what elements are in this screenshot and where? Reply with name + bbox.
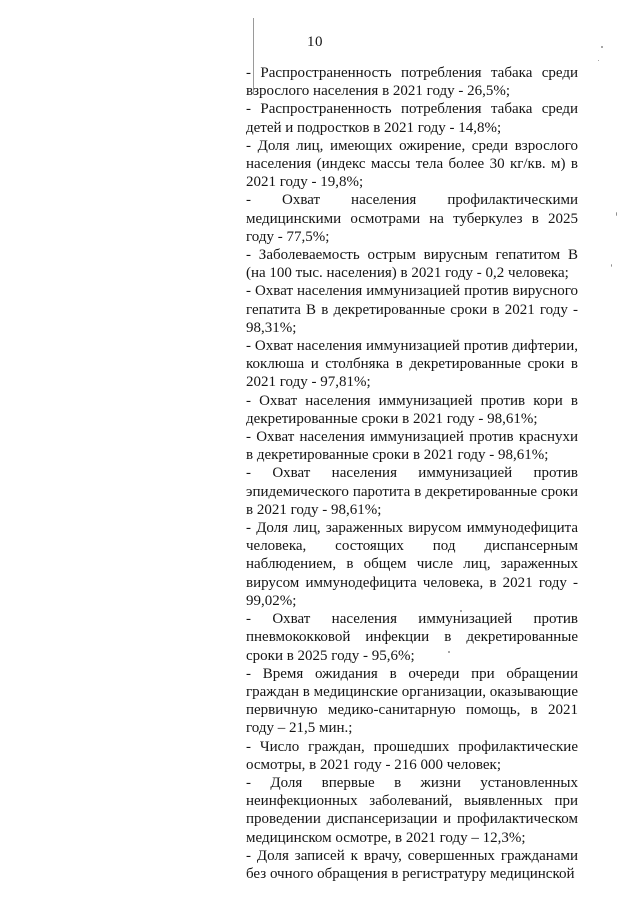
- page-number: 10: [307, 34, 323, 50]
- scan-speck: [598, 60, 599, 61]
- indicator-item: - Распространенность потребления табака среди детей и подростков в 2021 году - 14,8%;: [246, 101, 578, 136]
- indicator-item: - Доля впервые в жизни установленных неинфекционных заболеваний, выявленных при проведении диспансеризации и профилактическом медицинском осмотре, в 2021 году – 12,3%;: [246, 774, 578, 846]
- indicator-item: - Охват населения профилактическими медицинскими осмотрами на туберкулез в 2025 году - 77,5%;: [246, 192, 578, 245]
- scan-speck: [616, 212, 617, 216]
- indicator-item: - Число граждан, прошедших профилактические осмотры, в 2021 году - 216 000 человек;: [246, 738, 578, 773]
- indicator-item: - Охват населения иммунизацией против пневмококковой инфекции в декретированные сроки в 2025 году - 95,6%;: [246, 611, 578, 664]
- indicator-item: - Охват населения иммунизацией против краснухи в декретированные сроки в 2021 году - 98,61%;: [246, 429, 578, 464]
- indicator-item: - Доля записей к врачу, совершенных гражданами без очного обращения в регистратуру медицинской: [246, 847, 578, 882]
- indicator-item: - Охват населения иммунизацией против дифтерии, коклюша и столбняка в декретированные сроки в 2021 году - 97,81%;: [246, 338, 578, 391]
- indicator-item: - Охват населения иммунизацией против кори в декретированные сроки в 2021 году - 98,61%;: [246, 392, 578, 427]
- document-body: [246, 64, 578, 883]
- scan-speck: [611, 264, 612, 267]
- indicator-item: - Охват населения иммунизацией против вирусного гепатита В в декретированные сроки в 2021 году - 98,31%;: [246, 283, 578, 336]
- indicator-item: - Доля лиц, имеющих ожирение, среди взрослого населения (индекс массы тела более 30 кг/кв. м) в 2021 году - 19,8%;: [246, 137, 578, 191]
- indicator-item: - Заболеваемость острым вирусным гепатитом В (на 100 тыс. населения) в 2021 году - 0,2 человека;: [246, 247, 578, 282]
- indicator-item: - Распространенность потребления табака среди взрослого населения в 2021 году - 26,5%;: [246, 65, 578, 100]
- indicator-item: - Время ожидания в очереди при обращении граждан в медицинские организации, оказывающие первичную медико-санитарную помощь, в 2021 году – 21,5 мин.;: [246, 665, 578, 737]
- indicator-item: - Доля лиц, зараженных вирусом иммунодефицита человека, состоящих под диспансерным наблюдением, в общем числе лиц, зараженных вирусом иммунодефицита человека, в 2021 году - 99,02%;: [246, 520, 578, 609]
- indicator-item: - Охват населения иммунизацией против эпидемического паротита в декретированные сроки в 2021 году - 98,61%;: [246, 465, 578, 518]
